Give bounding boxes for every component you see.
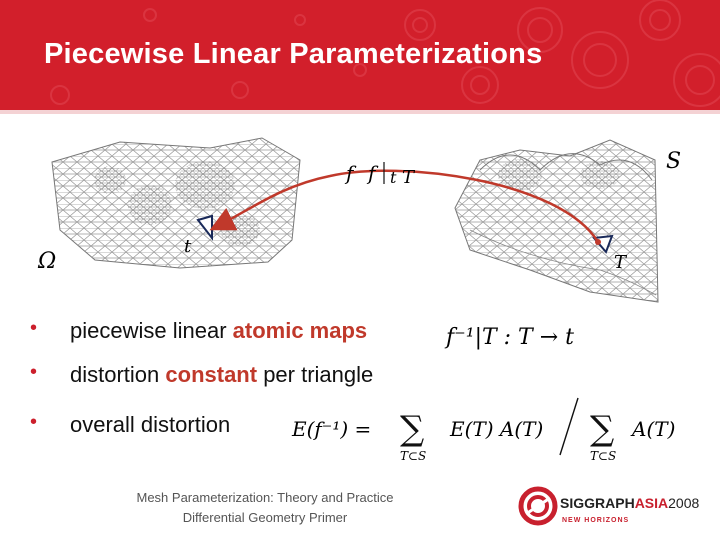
sum-symbol-numerator: ∑ — [400, 409, 425, 449]
fraction-slash — [560, 398, 578, 455]
parameterization-figure — [0, 120, 720, 320]
logo-year: 2008 — [668, 495, 700, 511]
denominator-terms: A(T) — [632, 417, 676, 441]
bullet-highlight: constant — [165, 362, 258, 387]
arrow-origin-dot — [595, 239, 601, 245]
omega-label: Ω — [38, 249, 57, 274]
svg-text:SIGGRAPHASIA2008 — [560, 495, 699, 511]
siggraph-asia-logo — [518, 484, 708, 530]
logo-region: ASIA — [634, 495, 669, 511]
slide-title: Piecewise Linear Parameterizations — [44, 38, 543, 70]
t-label: t — [184, 236, 192, 257]
formula-area — [0, 300, 720, 470]
energy-lhs: E(f⁻¹) = — [292, 417, 372, 441]
bullet-text-after: per triangle — [257, 362, 374, 387]
bullet-dot: • — [30, 411, 38, 433]
logo-brand: SIGGRAPH — [560, 495, 635, 511]
surface-mesh — [455, 140, 658, 302]
map-label-T: T — [402, 167, 415, 188]
map-label-f2: f — [368, 161, 376, 185]
map-label-t: t — [390, 168, 397, 187]
logo-tagline: NEW HORIZONS — [562, 517, 630, 524]
numerator-terms: E(T) A(T) — [450, 417, 544, 441]
S-label: S — [666, 149, 682, 174]
parameter-domain-mesh — [52, 138, 300, 268]
footer-course-title: Mesh Parameterization: Theory and Practice — [136, 490, 394, 505]
map-label-f: f — [346, 161, 354, 185]
bullet-text: distortion — [70, 362, 166, 387]
footer-section-title: Differential Geometry Primer — [182, 510, 348, 525]
title-separator — [0, 110, 720, 114]
bullet-text: overall distortion — [70, 412, 231, 437]
bullet-highlight: atomic maps — [232, 318, 368, 343]
inverse-map-formula: f⁻¹|T : T → t — [446, 325, 574, 350]
bullet-dot: • — [30, 361, 38, 383]
T-label: T — [614, 252, 627, 273]
footer — [90, 488, 440, 528]
bullet-text: piecewise linear — [70, 318, 233, 343]
sum-index-denominator: T⊂S — [590, 449, 617, 463]
bullet-dot: • — [30, 317, 38, 339]
sum-index-numerator: T⊂S — [400, 449, 427, 463]
sum-symbol-denominator: ∑ — [590, 409, 615, 449]
title-bar — [0, 0, 720, 110]
